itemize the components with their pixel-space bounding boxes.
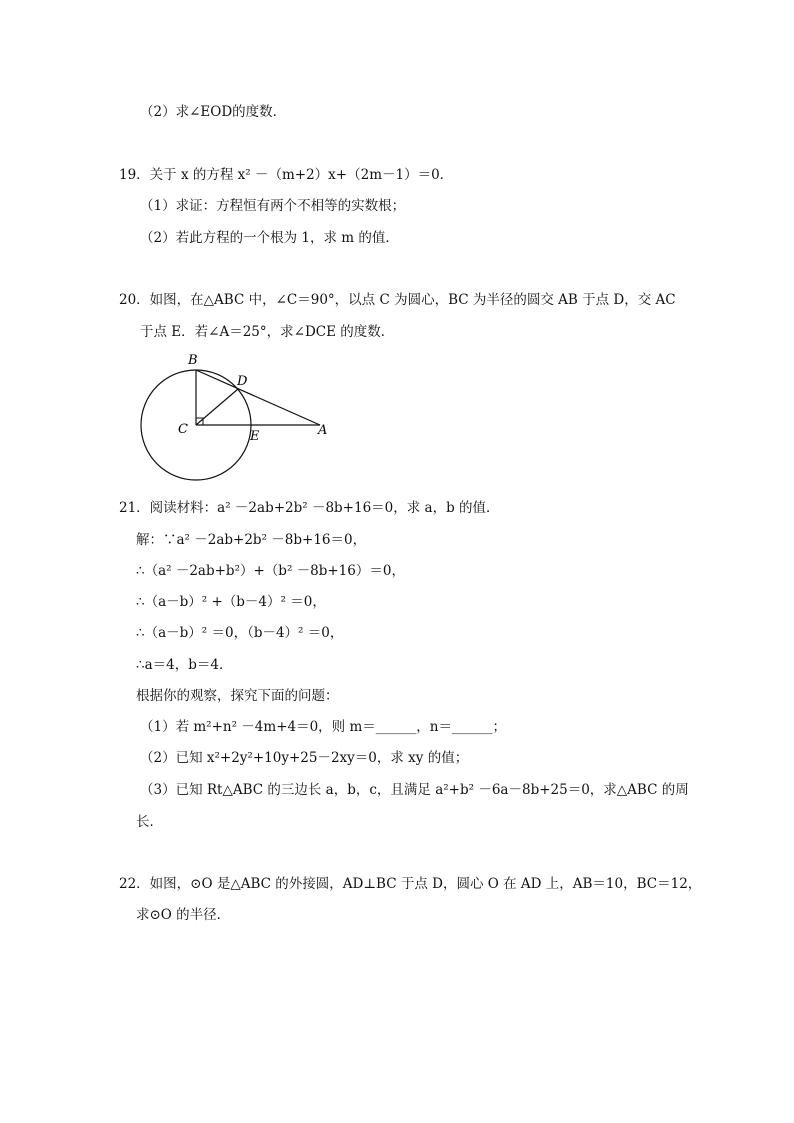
q21-observe: 根据你的观察，探究下面的问题： <box>136 688 339 704</box>
q21-solution-line5: ∴a＝4，b＝4． <box>136 657 233 673</box>
q21-part1: （1）若 m²+n² －4m+4＝0，则 m＝______，n＝______； <box>140 719 506 735</box>
q20-stem-line2: 于点 E．若∠A＝25°，求∠DCE 的度数． <box>140 324 395 340</box>
q21-solution-line4: ∴（a－b）² ＝0，（b－4）² ＝0， <box>136 625 344 641</box>
q22-line2: 求⊙O 的半径． <box>136 907 231 923</box>
label-e: E <box>250 429 260 444</box>
label-b: B <box>188 353 198 368</box>
q21-solution-line3: ∴（a－b）² +（b－4）² ＝0， <box>136 594 326 610</box>
q21-part3-line1: （3）已知 Rt△ABC 的三边长 a，b，c，且满足 a²+b² －6a－8b+25＝0，求△ABC 的周 <box>140 782 689 798</box>
q20-figure <box>130 348 350 488</box>
q21-stem: 21．阅读材料：a² －2ab+2b² －8b+16＝0，求 a，b 的值． <box>119 500 500 516</box>
q19-stem: 19．关于 x 的方程 x² －（m+2）x+（2m－1）＝0． <box>119 167 454 183</box>
segment-cd <box>196 389 238 425</box>
q19-part2: （2）若此方程的一个根为 1，求 m 的值． <box>140 230 399 246</box>
label-c: C <box>178 422 188 437</box>
q22-line1: 22．如图，⊙O 是△ABC 的外接圆，AD⊥BC 于点 D，圆心 O 在 AD 上，AB＝10，BC＝12， <box>119 876 702 892</box>
label-a: A <box>318 423 328 438</box>
q21-part3-line2: 长． <box>136 814 163 830</box>
q20-stem-line1: 20．如图，在△ABC 中，∠C＝90°，以点 C 为圆心，BC 为半径的圆交 AB 于点 D，交 AC <box>119 292 676 308</box>
q18-part2: （2）求∠EOD的度数． <box>140 104 287 120</box>
q19-part1: （1）求证：方程恒有两个不相等的实数根； <box>140 198 406 214</box>
q21-solution-line1: 解：∵a² －2ab+2b² －8b+16＝0， <box>136 532 367 548</box>
label-d: D <box>237 374 248 389</box>
q21-solution-line2: ∴（a² －2ab+b²）+（b² －8b+16）＝0， <box>136 563 405 579</box>
segment-ab <box>196 370 320 425</box>
q21-part2: （2）已知 x²+2y²+10y+25－2xy＝0，求 xy 的值； <box>140 750 469 766</box>
